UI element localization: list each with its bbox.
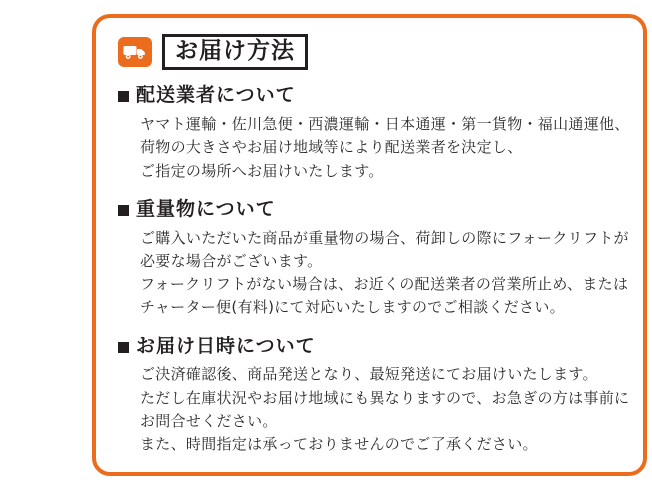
delivery-truck-icon: [118, 37, 152, 67]
body-line: また、時間指定は承っておりませんのでご了承ください。: [140, 435, 538, 454]
body-line: ご購入いただいた商品が重量物の場合、荷卸しの際にフォークリフトが: [140, 228, 629, 247]
section-heading-row: [118, 84, 623, 107]
section-body: [118, 227, 629, 320]
page-title-box: [162, 34, 308, 70]
body-line: フォークリフトがない場合は、お近くの配送業者の営業所止め、または: [140, 275, 629, 294]
section-heading: 重量物について: [136, 197, 276, 220]
card-content: [96, 18, 643, 472]
section-body: [118, 363, 630, 456]
body-line: ヤマト運輸・佐川急便・西濃運輸・日本通運・第一貨物・福山通運他、: [140, 115, 630, 134]
page-title: お届け方法: [175, 38, 295, 64]
section-heavy-items: [118, 197, 629, 320]
section-heading: 配送業者について: [136, 84, 296, 107]
left-margin: [0, 0, 92, 489]
section-heading: お届け日時について: [136, 334, 316, 357]
body-line: チャーター便(有料)にて対応いたしますのでご相談ください。: [140, 298, 565, 317]
body-line: 荷物の大きさやお届け地域等により配送業者を決定し、: [140, 138, 523, 157]
section-heading-row: [118, 198, 623, 221]
section-delivery-datetime: [118, 334, 630, 457]
section-body: [118, 113, 630, 183]
body-line: ご決済確認後、商品発送となり、最短発送にてお届けいたします。: [140, 365, 598, 384]
body-line: 必要な場合がございます。: [140, 251, 323, 270]
body-line: ただし在庫状況やお届け地域にも異なりますので、お急ぎの方は事前に: [140, 388, 630, 407]
card-header: [118, 34, 623, 70]
section-heading-row: [118, 335, 623, 358]
body-line: ご指定の場所へお届けいたします。: [140, 161, 384, 180]
square-bullet-icon: [118, 205, 129, 216]
square-bullet-icon: [118, 91, 129, 102]
square-bullet-icon: [118, 342, 129, 353]
delivery-info-card: [92, 14, 647, 476]
body-line: お問合せください。: [140, 411, 278, 430]
section-shipping-carriers: [118, 84, 630, 183]
